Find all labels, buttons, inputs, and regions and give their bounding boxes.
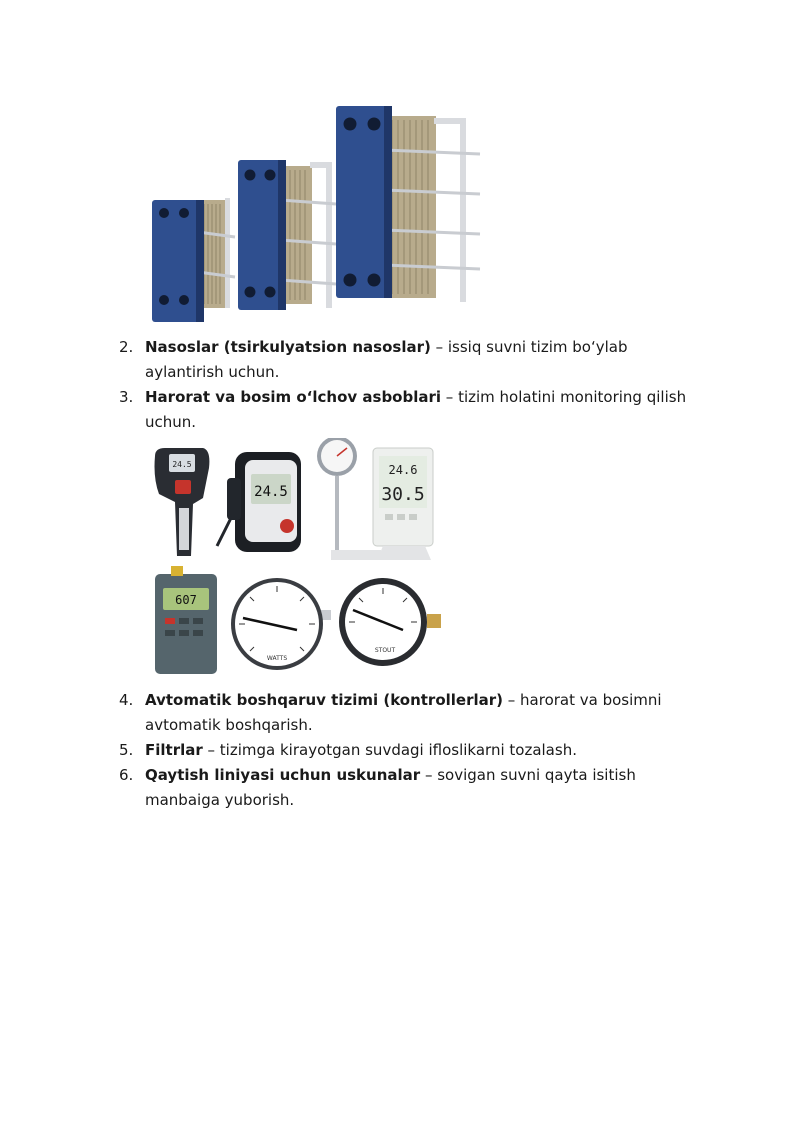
- list-term: Harorat va bosim o‘lchov asboblari: [145, 388, 442, 406]
- list-text: [145, 763, 705, 813]
- list-description: – tizimga kirayotgan suvdagi ifloslikarni tozalash.: [202, 741, 577, 759]
- list-text: [145, 738, 705, 763]
- plate-heat-exchangers-illustration: [140, 100, 490, 330]
- list-description: – issiq suvni tizim bo‘ylab aylantirish uchun.: [145, 338, 628, 381]
- list-description: – tizim holatini monitoring qilish uchun.: [145, 388, 687, 431]
- dial-thermometer: [231, 578, 331, 670]
- temperature-logger: [217, 452, 301, 552]
- brass-dial-thermometer: [339, 578, 441, 666]
- room-readout-bottom: 30.5: [381, 484, 425, 505]
- list-term: Filtrlar: [145, 741, 203, 759]
- heat-exchanger-large: [336, 106, 480, 302]
- list-text: [145, 385, 705, 435]
- list-term: Qaytish liniyasi uchun uskunalar: [145, 766, 421, 784]
- list-description: – harorat va bosimni avtomatik boshqarish.: [145, 691, 662, 734]
- list-text: [145, 335, 705, 385]
- list-number: 5.: [119, 741, 134, 759]
- list-term: Avtomatik boshqaruv tizimi (kontrollerlar): [145, 691, 504, 709]
- room-thermometer: [373, 448, 433, 560]
- heat-exchanger-small: [152, 198, 235, 322]
- plate-heat-exchangers-image: [140, 100, 490, 330]
- list-number: 2.: [119, 338, 134, 356]
- logger-readout: 24.5: [254, 484, 288, 500]
- list-number: 3.: [119, 388, 134, 406]
- dial-brand: WATTS: [266, 655, 288, 662]
- meter-readout: 607: [175, 593, 197, 607]
- bimetal-thermometer: [317, 438, 381, 560]
- list-term: Nasoslar (tsirkulyatsion nasoslar): [145, 338, 431, 356]
- room-readout-top: 24.6: [388, 463, 418, 477]
- ir-thermometer: [155, 448, 210, 556]
- list-description: – sovigan suvni qayta isitish manbaiga yuborish.: [145, 766, 636, 809]
- measuring-instruments-image: [145, 438, 445, 678]
- ir-thermometer-readout: 24.5: [172, 460, 192, 469]
- list-text: [145, 688, 705, 738]
- handheld-meter: [155, 566, 217, 674]
- measuring-instruments-illustration: [145, 438, 445, 678]
- list-number: 4.: [119, 691, 134, 709]
- brass-dial-brand: STOUT: [374, 647, 396, 654]
- heat-exchanger-medium: [238, 160, 336, 310]
- list-number: 6.: [119, 766, 134, 784]
